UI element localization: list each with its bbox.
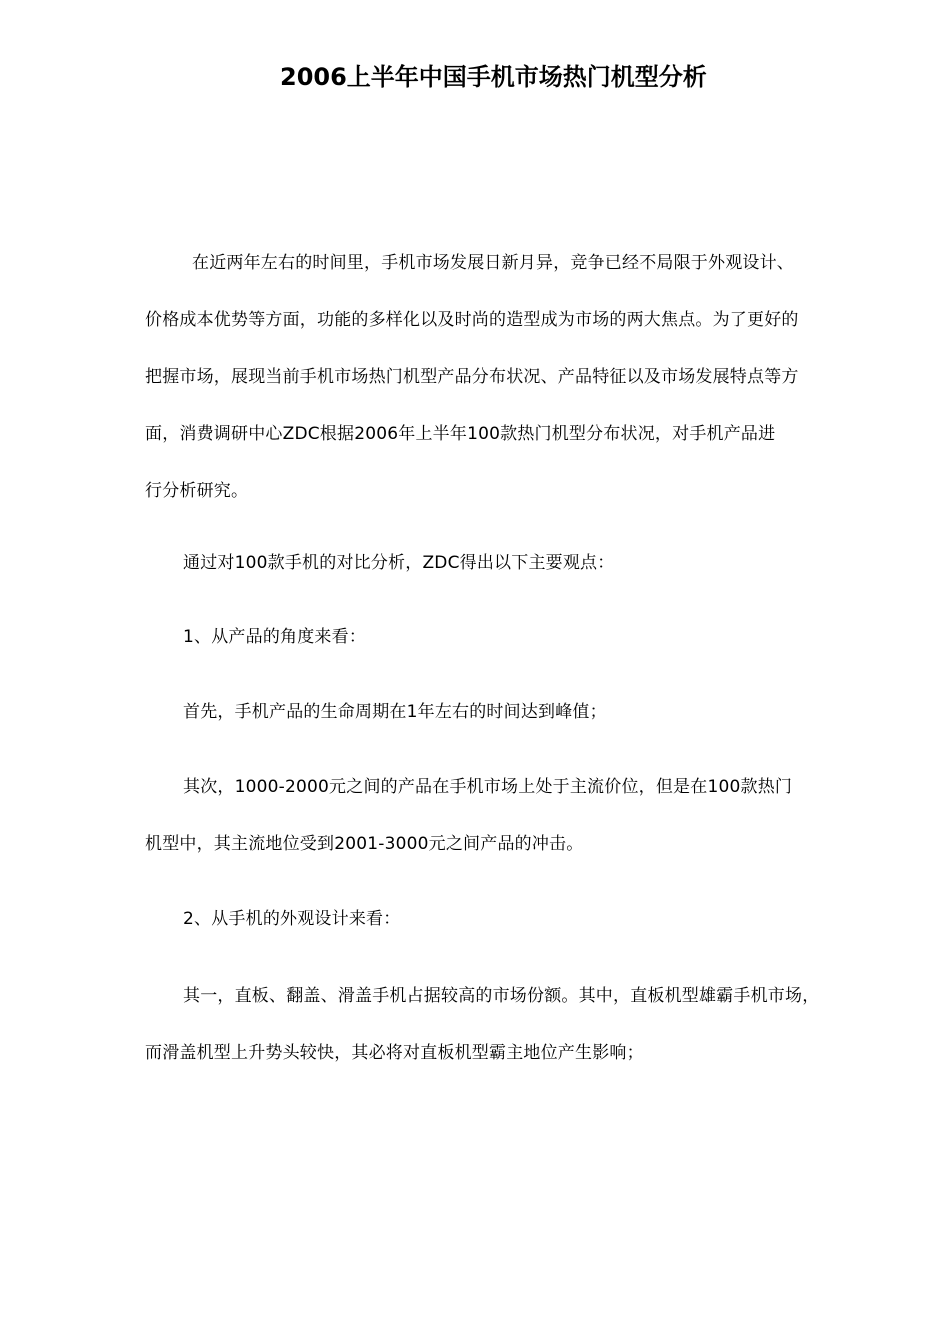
document-title: 2006上半年中国手机市场热门机型分析 <box>280 63 707 91</box>
section2-heading: 2、从手机的外观设计来看： <box>183 909 401 929</box>
intro-line-4: 面，消费调研中心ZDC根据2006年上半年100款热门机型分布状况，对手机产品进 <box>145 424 776 444</box>
intro-line-2: 价格成本优势等方面，功能的多样化以及时尚的造型成为市场的两大焦点。为了更好的 <box>145 310 799 330</box>
section1-point2-line2: 机型中，其主流地位受到2001-3000元之间产品的冲击。 <box>145 834 584 854</box>
intro-line-3: 把握市场，展现当前手机市场热门机型产品分布状况、产品特征以及市场发展特点等方 <box>145 367 799 387</box>
intro-line-1: 在近两年左右的时间里，手机市场发展日新月异，竞争已经不局限于外观设计、 <box>192 253 794 273</box>
section2-point1-line1: 其一，直板、翻盖、滑盖手机占据较高的市场份额。其中，直板机型雄霸手机市场， <box>183 986 820 1006</box>
intro-line-5: 行分析研究。 <box>145 481 249 501</box>
section2-point1-line2: 而滑盖机型上升势头较快，其必将对直板机型霸主地位产生影响； <box>145 1043 644 1063</box>
summary-line: 通过对100款手机的对比分析，ZDC得出以下主要观点： <box>183 553 615 573</box>
section1-heading: 1、从产品的角度来看： <box>183 627 367 647</box>
section1-point2-line1: 其次，1000-2000元之间的产品在手机市场上处于主流价位，但是在100款热门 <box>183 777 793 797</box>
section1-point1: 首先，手机产品的生命周期在1年左右的时间达到峰值； <box>183 702 607 722</box>
